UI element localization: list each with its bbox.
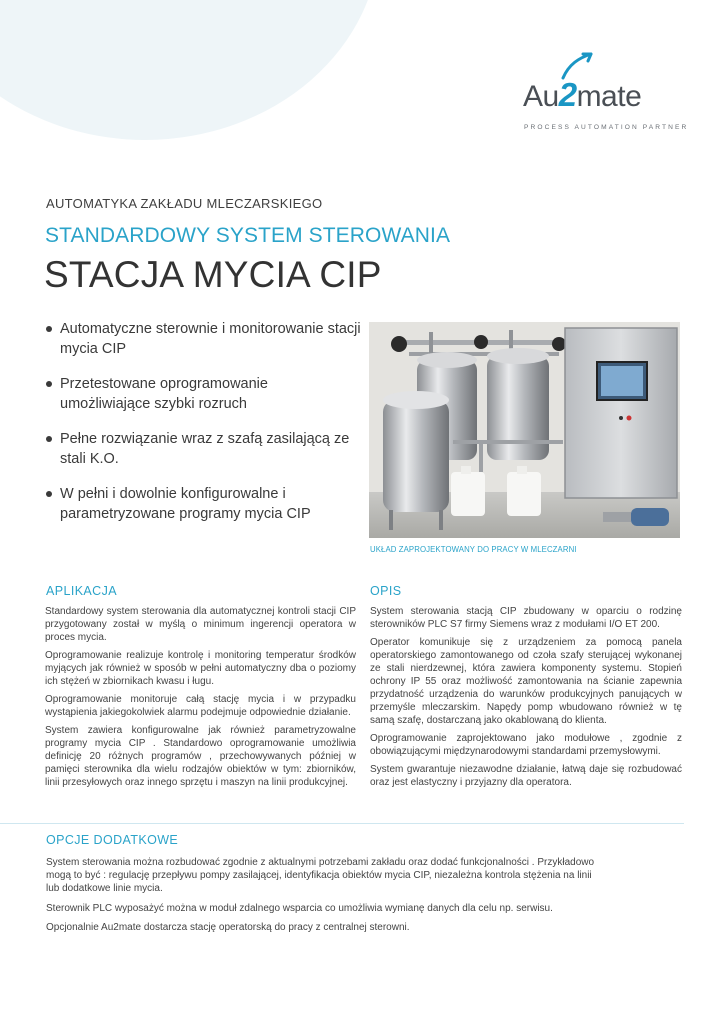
corner-decoration (0, 0, 380, 140)
paragraph: System sterowania można rozbudować zgodnie z aktualnymi potrzebami zakładu oraz dodać funkcjonalności . Przykładowo mogą to być : regulację przepływu pompy zasilającej, identyfikacja obiektów mycia CIP, niezależna kontrola stężenia na linii lub dodatkowe linie mycia. (46, 857, 595, 895)
section-body-aplikacja (45, 605, 356, 794)
section-heading-opcje: OPCJE DODATKOWE (46, 833, 179, 847)
paragraph: System zawiera konfigurowalne jak również parametryzowalne programy mycia CIP . Standardowo oprogramowanie umożliwia definicję 20 różnych programów , przechowywanych później w pamięci sterownika dla wielu rodzajów obiektów w tym: zbiorników, linii przesyłowych oraz innego sprzętu i maszyn na linii produkcyjnej. (45, 725, 356, 788)
overline-heading: AUTOMATYKA ZAKŁADU MLECZARSKIEGO (46, 196, 323, 211)
logo-wordmark (523, 76, 641, 114)
section-heading-aplikacja: APLIKACJA (46, 584, 117, 598)
paragraph: Oprogramowanie monitoruje całą stację mycia i w przypadku wystąpienia jakiegokolwiek alarmu podejmuje odpowiednie działanie. (45, 694, 356, 718)
paragraph: System gwarantuje niezawodne działanie, łatwą daje się rozbudować oraz jest elastyczny i przyjazny dla operatora. (370, 764, 682, 788)
logo-tagline: PROCESS AUTOMATION PARTNER (524, 124, 689, 131)
paragraph: Oprogramowanie realizuje kontrolę i monitoring temperatur środków myjących jak również w sposób w pełni automatyczny dba o poziomy ich stężeń w zbiornikach kwasu i ługu. (45, 650, 356, 687)
photo-caption: UKŁAD ZAPROJEKTOWANY DO PRACY W MLECZARNI (370, 545, 577, 554)
logo-wordmark-mate: mate (576, 80, 642, 113)
bullet-icon (46, 381, 52, 387)
bullet-icon (46, 326, 52, 332)
paragraph: Oprogramowanie zaprojektowano jako modułowe , zgodnie z obowiązującymi międzynarodowymi standardami przemysłowymi. (370, 733, 682, 757)
feature-item (46, 429, 362, 469)
section-body-opcje (46, 856, 602, 940)
subtitle-heading: STANDARDOWY SYSTEM STEROWANIA (45, 224, 451, 247)
section-heading-opis: OPIS (370, 584, 402, 598)
feature-item (46, 319, 362, 359)
paragraph: Opcjonalnie Au2mate dostarcza stację operatorską do pracy z centralnej sterowni. (46, 921, 410, 933)
feature-item (46, 484, 362, 524)
section-divider (0, 823, 684, 824)
page-title: STACJA MYCIA CIP (44, 254, 382, 295)
paragraph: Sterownik PLC wyposażyć można w moduł zdalnego wsparcia co umożliwia wymianę danych dla celu np. serwisu. (46, 902, 553, 914)
feature-text: Przetestowane oprogramowanie umożliwiające szybki rozruch (60, 376, 268, 412)
feature-item (46, 374, 362, 414)
paragraph: Standardowy system sterowania dla automatycznej kontroli stacji CIP przygotowany został w myślą o minimum ingerencji operatora w proces mycia. (45, 606, 356, 643)
paragraph: Operator komunikuje się z urządzeniem za pomocą panela operatorskiego zamontowanego od czoła szafy sterującej wykonanej ze stali nierdzewnej, która zawiera komponenty systemu. Stopień ochrony IP 55 oraz możliwość zamontowania na ścianie zapewnia przydatność urządzenia do warunków produkcyjnych panujących w przemyśle mleczarskim. Napędy pomp wbudowano również w tę samą szafę, dostarczaną jako okablowaną do klienta. (370, 637, 682, 726)
cip-station-photo (369, 322, 680, 538)
paragraph: System sterowania stacją CIP zbudowany w oparciu o rodzinę sterowników PLC S7 firmy Siemens wraz z modułami I/O ET 200. (370, 606, 682, 630)
logo-wordmark-au: Au (523, 80, 559, 113)
feature-list (46, 319, 362, 539)
bullet-icon (46, 491, 52, 497)
bullet-icon (46, 436, 52, 442)
feature-text: Automatyczne sterownie i monitorowanie stacji mycia CIP (60, 321, 361, 357)
feature-text: W pełni i dowolnie konfigurowalne i parametryzowane programy mycia CIP (60, 486, 311, 522)
cip-station-illustration (369, 322, 680, 538)
company-logo (523, 52, 693, 142)
logo-wordmark-2: 2 (558, 76, 577, 113)
section-body-opis (370, 605, 682, 794)
feature-text: Pełne rozwiązanie wraz z szafą zasilającą ze stali K.O. (60, 431, 350, 467)
